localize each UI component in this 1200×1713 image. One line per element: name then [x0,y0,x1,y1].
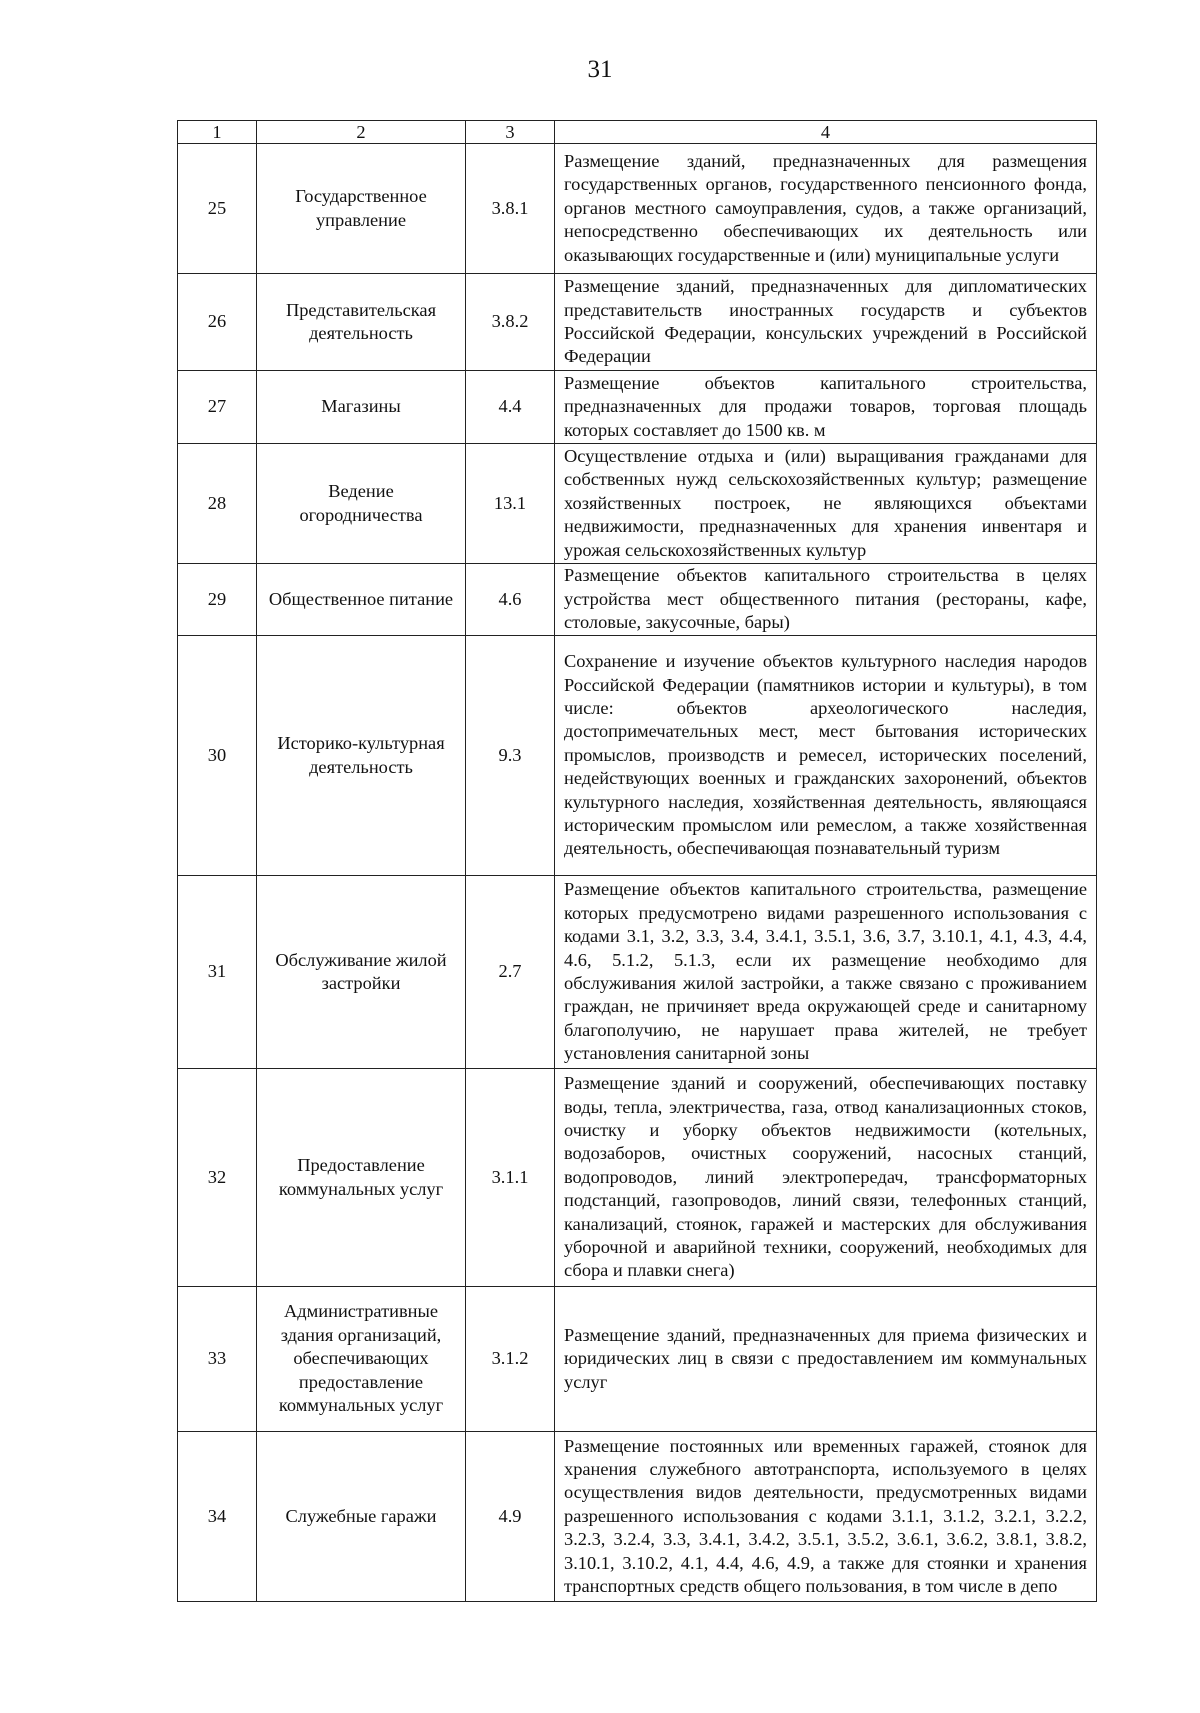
table-header-row [178,121,1097,144]
row-number: 25 [178,144,257,274]
table-row [178,1432,1097,1602]
land-use-name: Государственное управление [257,144,466,274]
land-use-code: 3.1.1 [466,1069,555,1287]
land-use-code: 9.3 [466,636,555,876]
land-use-description: Осуществление отдыха и (или) выращивания гражданами для собственных нужд сельскохозяйственных культур; размещение хозяйственных построек, не являющихся объектами недвижимости, предназначенных для хранения инвентаря и урожая сельскохозяйственных культур [555,444,1097,564]
table-row [178,444,1097,564]
table-row [178,636,1097,876]
land-use-description: Размещение постоянных или временных гаражей, стоянок для хранения служебного автотранспорта, используемого в целях осуществления видов деятельности, предусмотренных видами разрешенного использования с кодами 3.1.1, 3.1.2, 3.2.1, 3.2.2, 3.2.3, 3.2.4, 3.3, 3.4.1, 3.4.2, 3.5.1, 3.5.2, 3.6.1, 3.6.2, 3.8.1, 3.8.2, 3.10.1, 3.10.2, 4.1, 4.4, 4.6, 4.9, а также для стоянки и хранения транспортных средств общего пользования, в том числе в депо [555,1432,1097,1602]
land-use-name: Представительская деятельность [257,274,466,371]
land-use-name: Служебные гаражи [257,1432,466,1602]
row-number: 27 [178,371,257,444]
row-number: 29 [178,564,257,636]
land-use-code: 4.9 [466,1432,555,1602]
row-number: 28 [178,444,257,564]
land-use-code: 3.8.2 [466,274,555,371]
land-use-code: 3.1.2 [466,1287,555,1432]
table-row [178,1287,1097,1432]
land-use-name: Административные здания организаций, обеспечивающих предоставление коммунальных услуг [257,1287,466,1432]
land-use-description: Размещение объектов капитального строительства, размещение которых предусмотрено видами разрешенного использования с кодами 3.1, 3.2, 3.3, 3.4, 3.4.1, 3.5.1, 3.6, 3.7, 3.10.1, 4.1, 4.3, 4.4, 4.6, 5.1.2, 5.1.3, если их размещение необходимо для обслуживания жилой застройки, а также связано с проживанием граждан, не причиняет вреда окружающей среде и санитарному благополучию, не нарушает права жителей, не требует установления санитарной зоны [555,876,1097,1069]
land-use-code: 4.4 [466,371,555,444]
table-row [178,144,1097,274]
land-use-name: Обслуживание жилой застройки [257,876,466,1069]
row-number: 30 [178,636,257,876]
column-header-4: 4 [555,121,1097,144]
land-use-name: Историко-культурная деятельность [257,636,466,876]
row-number: 31 [178,876,257,1069]
column-header-3: 3 [466,121,555,144]
land-use-description: Размещение объектов капитального строительства в целях устройства мест общественного питания (рестораны, кафе, столовые, закусочные, бары) [555,564,1097,636]
land-use-description: Сохранение и изучение объектов культурного наследия народов Российской Федерации (памятников истории и культуры), в том числе: объектов археологического наследия, достопримечательных мест, мест бытования исторических промыслов, производств и ремесел, исторических поселений, недействующих военных и гражданских захоронений, объектов культурного наследия, хозяйственная деятельность, являющаяся историческим промыслом или ремеслом, а также хозяйственная деятельность, обеспечивающая познавательный туризм [555,636,1097,876]
row-number: 26 [178,274,257,371]
land-use-description: Размещение зданий и сооружений, обеспечивающих поставку воды, тепла, электричества, газа, отвод канализационных стоков, очистку и уборку объектов недвижимости (котельных, водозаборов, очистных сооружений, насосных станций, водопроводов, линий электропередач, трансформаторных подстанций, газопроводов, линий связи, телефонных станций, канализаций, стоянок, гаражей и мастерских для обслуживания уборочной и аварийной техники, сооружений, необходимых для сбора и плавки снега) [555,1069,1097,1287]
land-use-code: 3.8.1 [466,144,555,274]
land-use-description: Размещение зданий, предназначенных для приема физических и юридических лиц в связи с предоставлением им коммунальных услуг [555,1287,1097,1432]
land-use-code: 4.6 [466,564,555,636]
land-use-description: Размещение зданий, предназначенных для дипломатических представительств иностранных государств и субъектов Российской Федерации, консульских учреждений в Российской Федерации [555,274,1097,371]
column-header-1: 1 [178,121,257,144]
land-use-name: Общественное питание [257,564,466,636]
land-use-name: Ведение огородничества [257,444,466,564]
page-number: 31 [587,56,613,83]
land-use-description: Размещение объектов капитального строительства, предназначенных для продажи товаров, торговая площадь которых составляет до 1500 кв. м [555,371,1097,444]
table-row [178,564,1097,636]
land-use-code: 13.1 [466,444,555,564]
column-header-2: 2 [257,121,466,144]
land-use-name: Магазины [257,371,466,444]
land-use-table [177,120,1097,1602]
land-use-code: 2.7 [466,876,555,1069]
row-number: 34 [178,1432,257,1602]
table-row [178,1069,1097,1287]
table-row [178,371,1097,444]
land-use-description: Размещение зданий, предназначенных для размещения государственных органов, государственного пенсионного фонда, органов местного самоуправления, судов, а также организаций, непосредственно обеспечивающих их деятельность или оказывающих государственные и (или) муниципальные услуги [555,144,1097,274]
land-use-name: Предоставление коммунальных услуг [257,1069,466,1287]
table-row [178,876,1097,1069]
row-number: 33 [178,1287,257,1432]
table-row [178,274,1097,371]
row-number: 32 [178,1069,257,1287]
